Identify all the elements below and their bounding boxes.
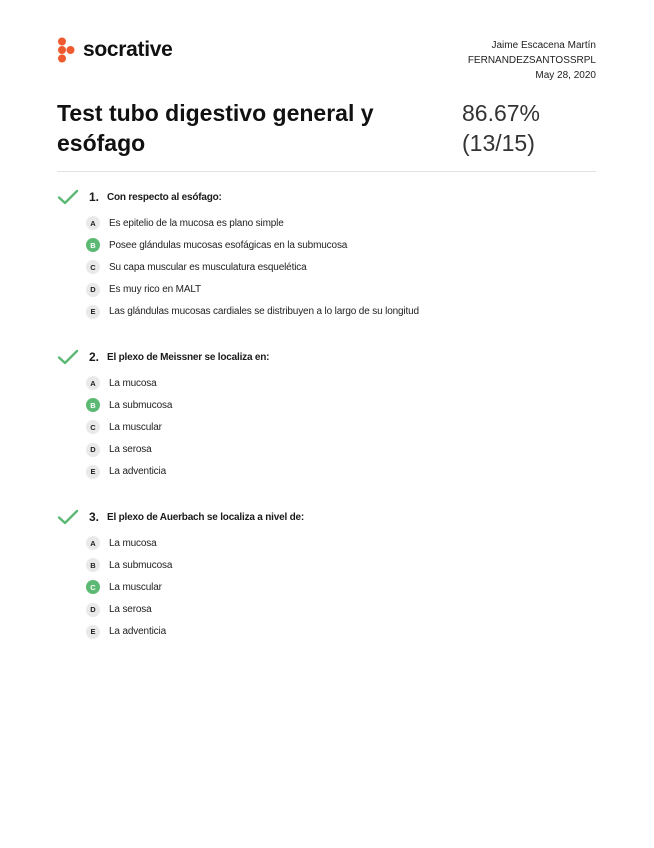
- answer-text: Su capa muscular es musculatura esquelética: [109, 261, 307, 273]
- answer-text: La serosa: [109, 604, 152, 616]
- answer-option: [57, 372, 597, 394]
- answer-letter-badge: A: [86, 376, 100, 390]
- answer-option: [57, 599, 597, 621]
- brand-name: socrative: [83, 38, 173, 61]
- answer-letter-badge: E: [86, 465, 100, 479]
- answer-option: [57, 576, 597, 598]
- answer-option: [57, 532, 597, 554]
- student-name: Jaime Escacena Martín: [491, 40, 596, 51]
- answer-option: [57, 234, 597, 256]
- header-divider: [57, 171, 596, 172]
- question-number: 2.: [89, 350, 100, 364]
- answer-option: [57, 416, 597, 438]
- answer-option: [57, 256, 597, 278]
- answer-text: La submucosa: [109, 399, 173, 411]
- report-date: May 28, 2020: [535, 70, 596, 81]
- answer-options: [57, 212, 597, 323]
- teacher-room: FERNANDEZSANTOSSRPL: [467, 55, 596, 66]
- correct-check-icon: [57, 348, 79, 366]
- answer-letter-badge: A: [86, 536, 100, 550]
- answer-text: Es muy rico en MALT: [109, 284, 201, 296]
- answer-text: La mucosa: [109, 377, 157, 389]
- question-header: [57, 188, 597, 206]
- answer-letter-badge: E: [86, 625, 100, 639]
- answer-text: La adventicia: [109, 626, 166, 638]
- answer-option: [57, 439, 597, 461]
- answer-letter-badge: C: [86, 260, 100, 274]
- score-percent: 86.67%: [462, 100, 541, 126]
- correct-answer-badge: C: [86, 580, 100, 594]
- answer-text: La mucosa: [109, 537, 157, 549]
- question-number: 3.: [89, 510, 100, 524]
- answer-text: La submucosa: [109, 559, 173, 571]
- score-fraction: (13/15): [462, 130, 535, 156]
- question-block: [57, 508, 597, 643]
- answer-letter-badge: E: [86, 305, 100, 319]
- question-block: [57, 188, 597, 323]
- answer-text: La serosa: [109, 444, 152, 456]
- answer-text: Posee glándulas mucosas esofágicas en la submucosa: [109, 239, 348, 251]
- question-text: El plexo de Auerbach se localiza a nivel de:: [107, 511, 305, 523]
- question-header: [57, 348, 597, 366]
- answer-options: [57, 532, 597, 643]
- answer-option: [57, 279, 597, 301]
- answer-text: Es epitelio de la mucosa es plano simple: [109, 217, 284, 229]
- answer-option: [57, 621, 597, 643]
- answer-option: [57, 394, 597, 416]
- question-number: 1.: [89, 190, 100, 204]
- question-block: [57, 348, 597, 483]
- answer-option: [57, 554, 597, 576]
- answer-letter-badge: A: [86, 216, 100, 230]
- answer-letter-badge: B: [86, 558, 100, 572]
- correct-answer-badge: B: [86, 238, 100, 252]
- answer-text: La muscular: [109, 581, 162, 593]
- answer-text: La muscular: [109, 421, 162, 433]
- correct-check-icon: [57, 188, 79, 206]
- answer-text: Las glándulas mucosas cardiales se distribuyen a lo largo de su longitud: [109, 306, 419, 318]
- question-text: El plexo de Meissner se localiza en:: [107, 351, 270, 363]
- answer-option: [57, 212, 597, 234]
- correct-check-icon: [57, 508, 79, 526]
- answer-option: [57, 301, 597, 323]
- answer-letter-badge: D: [86, 603, 100, 617]
- correct-answer-badge: B: [86, 398, 100, 412]
- socrative-logo-icon: [57, 37, 77, 63]
- report-meta: [468, 38, 596, 83]
- question-header: [57, 508, 597, 526]
- answer-option: [57, 461, 597, 483]
- answer-letter-badge: D: [86, 283, 100, 297]
- answer-options: [57, 372, 597, 483]
- quiz-title: Test tubo digestivo general y esófago: [57, 100, 374, 156]
- answer-letter-badge: C: [86, 420, 100, 434]
- question-text: Con respecto al esófago:: [107, 191, 222, 203]
- socrative-logo: [57, 37, 173, 63]
- answer-letter-badge: D: [86, 443, 100, 457]
- quiz-score: [462, 98, 540, 158]
- answer-text: La adventicia: [109, 466, 166, 478]
